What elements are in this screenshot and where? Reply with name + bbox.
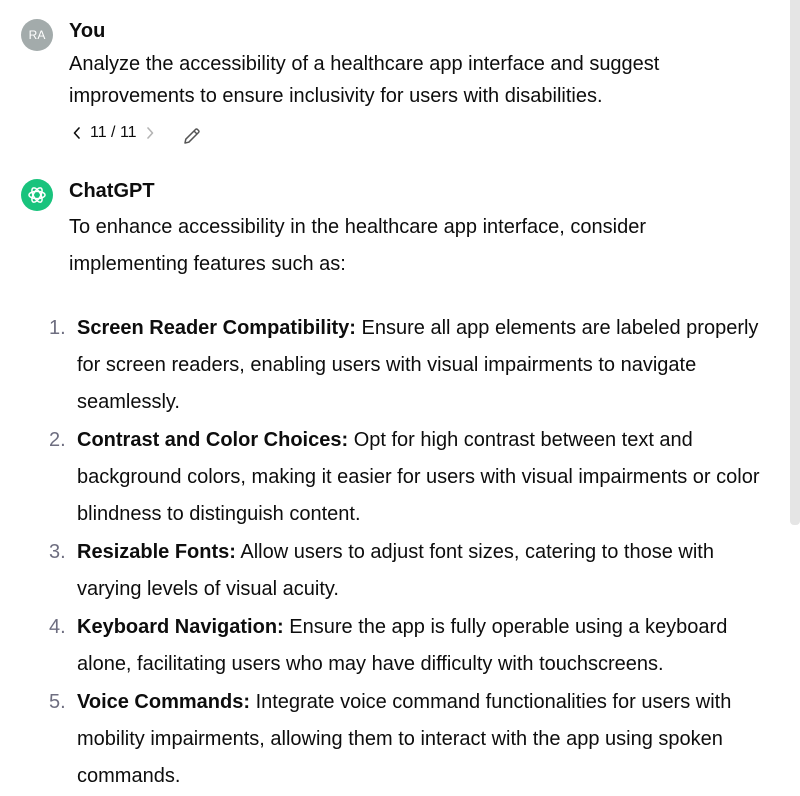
chevron-right-icon[interactable] xyxy=(143,127,157,139)
list-item xyxy=(45,609,775,683)
user-message-text: Analyze the accessibility of a healthcare app interface and suggest improvements to ensure inclusivity for users with disabilities. xyxy=(69,53,660,107)
list-item-title: Keyboard Navigation: xyxy=(77,616,284,638)
list-item xyxy=(45,422,775,533)
message-pager xyxy=(70,124,157,142)
suggestions-list xyxy=(45,310,775,796)
list-item-number: 3. xyxy=(49,541,66,563)
list-item-number: 4. xyxy=(49,616,66,638)
list-item-text: Allow users to adjust font sizes, catering to those with varying levels of visual acuity. xyxy=(77,541,714,600)
list-item xyxy=(45,310,775,421)
list-item xyxy=(45,534,775,608)
list-item xyxy=(45,684,775,795)
list-item-text: Ensure all app elements are labeled properly for screen readers, enabling users with visual impairments to navigate seamlessly. xyxy=(77,317,759,413)
pencil-icon[interactable] xyxy=(182,126,202,146)
user-author-name: You xyxy=(69,20,106,42)
list-item-text: Ensure the app is fully operable using a keyboard alone, facilitating users who may have difficulty with touchscreens. xyxy=(77,616,728,675)
list-item-text: Integrate voice command functionalities for users with mobility impairments, allowing them to interact with the app using spoken commands. xyxy=(77,691,732,787)
avatar-initials: RA xyxy=(28,28,46,42)
user-avatar xyxy=(21,19,53,51)
chevron-left-icon[interactable] xyxy=(70,127,84,139)
openai-logo-icon xyxy=(21,179,53,211)
list-item-number: 1. xyxy=(49,317,66,339)
list-item-number: 5. xyxy=(49,691,66,713)
list-item-title: Resizable Fonts: xyxy=(77,541,236,563)
assistant-intro-text: To enhance accessibility in the healthcare app interface, consider implementing features such as: xyxy=(69,216,647,275)
list-item-title: Screen Reader Compatibility: xyxy=(77,317,356,339)
list-item-text: Opt for high contrast between text and background colors, making it easier for users with visual impairments or color blindness to distinguish content. xyxy=(77,429,760,525)
assistant-author-name: ChatGPT xyxy=(69,180,155,202)
scrollbar[interactable] xyxy=(790,0,800,525)
list-item-title: Voice Commands: xyxy=(77,691,250,713)
list-item-title: Contrast and Color Choices: xyxy=(77,429,349,451)
pager-count: 11 / 11 xyxy=(90,124,137,141)
list-item-number: 2. xyxy=(49,429,66,451)
